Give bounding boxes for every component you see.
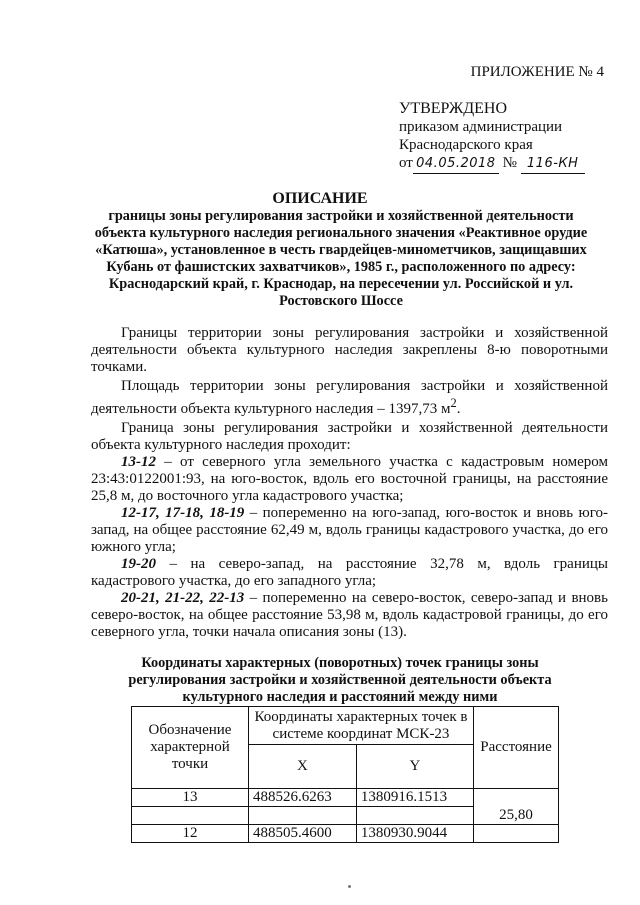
cell-x: 488526.6263 (249, 789, 357, 807)
approval-date-line (399, 154, 585, 174)
segment-text: – попеременно на юго-запад, юго-восток и вновь юго-запад, на общее расстояние 62,49 м, вдоль границы кадастрового участка, до его южного угла; (91, 505, 608, 555)
coordinates-table (131, 706, 559, 843)
cell-distance (474, 825, 559, 843)
cell-distance: 25,80 (474, 789, 559, 825)
handwritten-number: 116-КН (521, 155, 585, 174)
paragraph-points-count: Границы территории зоны регулирования застройки и хозяйственной деятельности объекта культурного наследия закреплены 8-ю поворотными точками. (91, 325, 608, 375)
description-body (91, 325, 608, 641)
segment-points: 19-20 (121, 556, 156, 572)
paragraph-area (91, 378, 608, 418)
cell-point (132, 807, 249, 825)
header-y: Y (356, 745, 473, 789)
date-prefix: от (399, 155, 413, 171)
approved-label: УТВЕРЖДЕНО (399, 100, 508, 117)
segment-points: 12-17, 17-18, 18-19 (121, 505, 245, 521)
table-row (132, 825, 559, 843)
segment-points: 13-12 (121, 454, 156, 470)
segment-13-12 (91, 454, 608, 505)
scan-speck (348, 885, 351, 888)
segment-20-13 (91, 590, 608, 641)
table-title: Координаты характерных (поворотных) точек границы зоны регулирования застройки и хозяйственной деятельности объекта культурного наследия и расстояний между ними (128, 655, 552, 705)
cell-y (356, 807, 473, 825)
cell-y: 1380930.9044 (356, 825, 473, 843)
approved-by-line2: Краснодарского края (399, 137, 533, 153)
document-heading: границы зоны регулирования застройки и хозяйственной деятельности объекта культурного наследия регионального значения «Реактивное орудие «Катюша», установленное в честь гвардейцев-минометчиков, защищавших Кубань от фашистских захватчиков», 1985 г., расположенного по адресу: Краснодарский край, г. Краснодар, на пересечении ул. Российской и ул. Ростовского Шоссе (94, 208, 588, 309)
segment-text: – от северного угла земельного участка с кадастровым номером 23:43:0122001:93, на юго-восток, вдоль его восточной границы, на расстояние 25,8 м, до восточного угла кадастрового участка; (91, 454, 608, 504)
header-distance: Расстояние (474, 707, 559, 789)
document-title: ОПИСАНИЕ (272, 190, 368, 207)
cell-y: 1380916.1513 (356, 789, 473, 807)
segment-points: 20-21, 21-22, 22-13 (121, 590, 245, 606)
header-point: Обозначение характерной точки (132, 707, 249, 789)
cell-point: 13 (132, 789, 249, 807)
area-unit-superscript: 2 (450, 396, 457, 410)
paragraph-boundary-intro: Граница зоны регулирования застройки и хозяйственной деятельности объекта культурного наследия проходит: (91, 420, 608, 453)
segment-text: – на северо-запад, на расстояние 32,78 м, вдоль границы кадастрового участка, до его западного угла; (91, 556, 608, 589)
area-text: Площадь территории зоны регулирования застройки и хозяйственной деятельности объекта культурного наследия – 1397,73 м (91, 378, 608, 417)
appendix-label: ПРИЛОЖЕНИЕ № 4 (470, 64, 604, 80)
handwritten-date: 04.05.2018 (413, 155, 499, 174)
segment-19-20 (91, 556, 608, 590)
approval-block (399, 100, 585, 174)
table-row (132, 789, 559, 807)
segment-12-19 (91, 505, 608, 556)
cell-x (249, 807, 357, 825)
header-x: X (249, 745, 357, 789)
header-coordinates: Координаты характерных точек в системе координат МСК-23 (249, 707, 474, 745)
segment-text: – попеременно на северо-восток, северо-запад и вновь северо-восток, на общее расстояние 53,98 м, вдоль кадастровой границы, до его северного угла, точки начала описания зоны (13). (91, 590, 608, 640)
approved-by-line1: приказом администрации (399, 119, 563, 135)
area-end: . (456, 401, 461, 417)
number-prefix: № (502, 155, 517, 171)
cell-x: 488505.4600 (249, 825, 357, 843)
cell-point: 12 (132, 825, 249, 843)
